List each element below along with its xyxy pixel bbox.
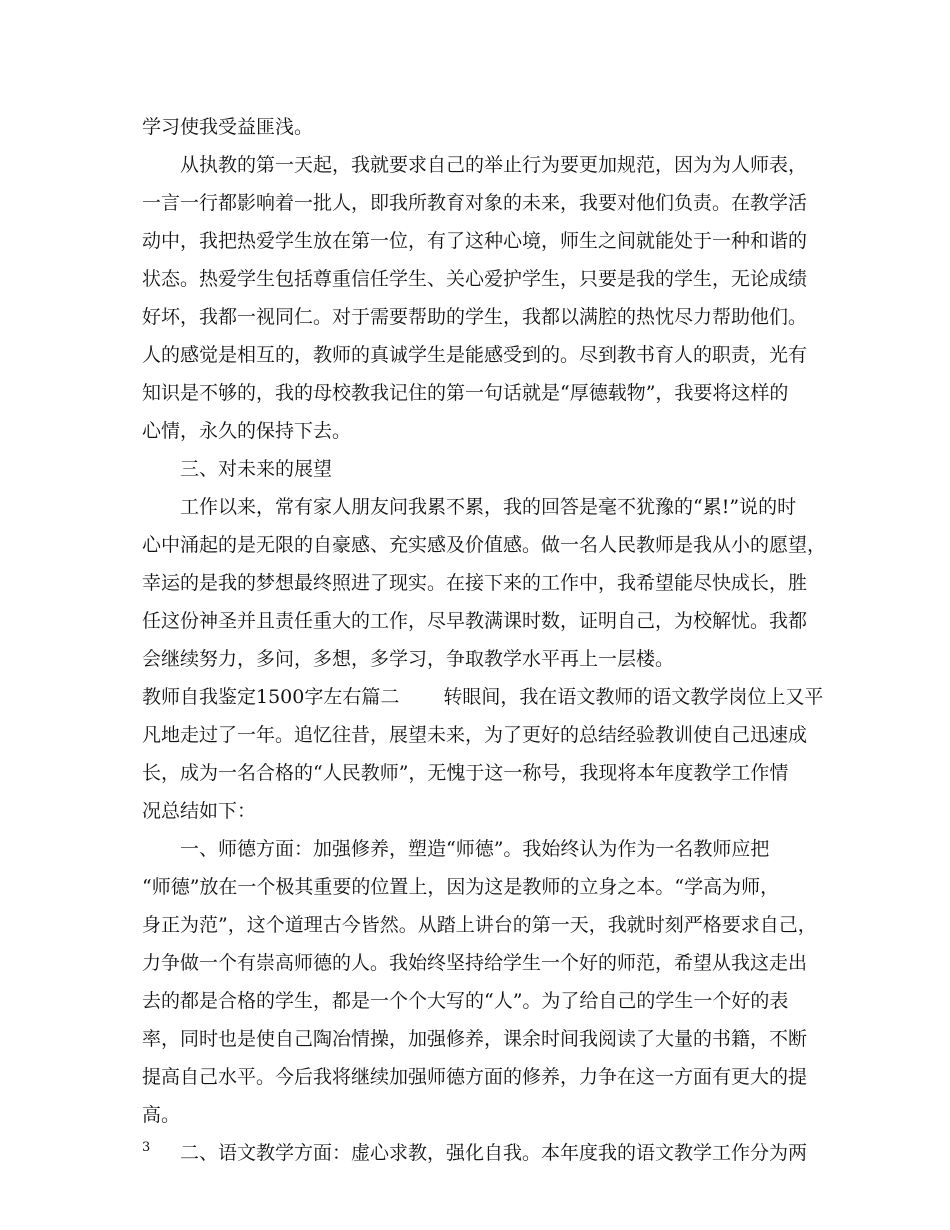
- text-line: 去的都是合格的学生，都是一个个大写的“人”。为了给自己的学生一个好的表: [142, 990, 789, 1012]
- text-line: 知识是不够的，我的母校教我记住的第一句话就是“厚德载物”，我要将这样的: [142, 382, 789, 404]
- text-line: 好坏，我都一视同仁。对于需要帮助的学生，我都以满腔的热忱尽力帮助他们。: [142, 306, 808, 328]
- text-line: 率，同时也是使自己陶冶情操，加强修养，课余时间我阅读了大量的书籍，不断: [142, 1028, 808, 1050]
- text-line: 幸运的是我的梦想最终照进了现实。在接下来的工作中，我希望能尽快成长，胜: [142, 572, 808, 594]
- text-line: 力争做一个有崇高师德的人。我始终坚持给学生一个好的师范，希望从我这走出: [142, 952, 808, 974]
- document-body: [142, 108, 827, 1172]
- article-heading-line: [142, 678, 824, 716]
- text-line: 身正为范”，这个道理古今皆然。从踏上讲台的第一天，我就时刻严格要求自己，: [142, 914, 817, 936]
- section-heading: 二、语文教学方面：虚心求教，强化自我。本年度我的语文教学工作分为两: [180, 1142, 808, 1164]
- article-opening-text: 转眼间，我在语文教师的语文教学岗位上又平: [443, 686, 824, 708]
- text-line: 凡地走过了一年。追忆往昔，展望未来，为了更好的总结经验教训使自己迅速成: [142, 724, 808, 746]
- text-line: 任这份神圣并且责任重大的工作，尽早教满课时数，证明自己，为校解忧。我都: [142, 610, 808, 632]
- section-heading: 一、师德方面：加强修养，塑造“师德”。我始终认为作为一名教师应把: [180, 838, 770, 860]
- text-line: 动中，我把热爱学生放在第一位，有了这种心境，师生之间就能处于一种和谐的: [142, 230, 808, 252]
- text-line: “师德”放在一个极其重要的位置上，因为这是教师的立身之本。“学高为师，: [142, 876, 780, 898]
- text-line: 心中涌起的是无限的自豪感、充实感及价值感。做一名人民教师是我从小的愿望，: [142, 534, 827, 556]
- text-line: 从执教的第一天起，我就要求自己的举止行为要更加规范，因为为人师表，: [180, 154, 808, 176]
- article-title: 教师自我鉴定1500字左右篇二: [142, 686, 400, 708]
- text-line: 一言一行都影响着一批人，即我所教育对象的未来，我要对他们负责。在教学活: [142, 192, 808, 214]
- page-number: 3: [142, 1140, 151, 1155]
- text-line: 学习使我受益匪浅。: [142, 116, 314, 138]
- text-line: 会继续努力，多问，多想，多学习，争取教学水平再上一层楼。: [142, 648, 675, 670]
- text-line: 况总结如下：: [142, 800, 257, 822]
- text-line: 人的感觉是相互的，教师的真诚学生是能感受到的。尽到教书育人的职责，光有: [142, 344, 808, 366]
- section-heading: 三、对未来的展望: [180, 458, 333, 480]
- text-line: 高。: [142, 1104, 181, 1126]
- text-line: 工作以来，常有家人朋友问我累不累，我的回答是毫不犹豫的“累!”说的时: [180, 496, 797, 518]
- text-line: 状态。热爱学生包括尊重信任学生、关心爱护学生，只要是我的学生，无论成绩: [142, 268, 808, 290]
- text-line: 心情，永久的保持下去。: [142, 420, 352, 442]
- text-line: 提高自己水平。今后我将继续加强师德方面的修养，力争在这一方面有更大的提: [142, 1066, 808, 1088]
- text-line: 长，成为一名合格的“人民教师”，无愧于这一称号，我现将本年度教学工作情: [142, 762, 789, 784]
